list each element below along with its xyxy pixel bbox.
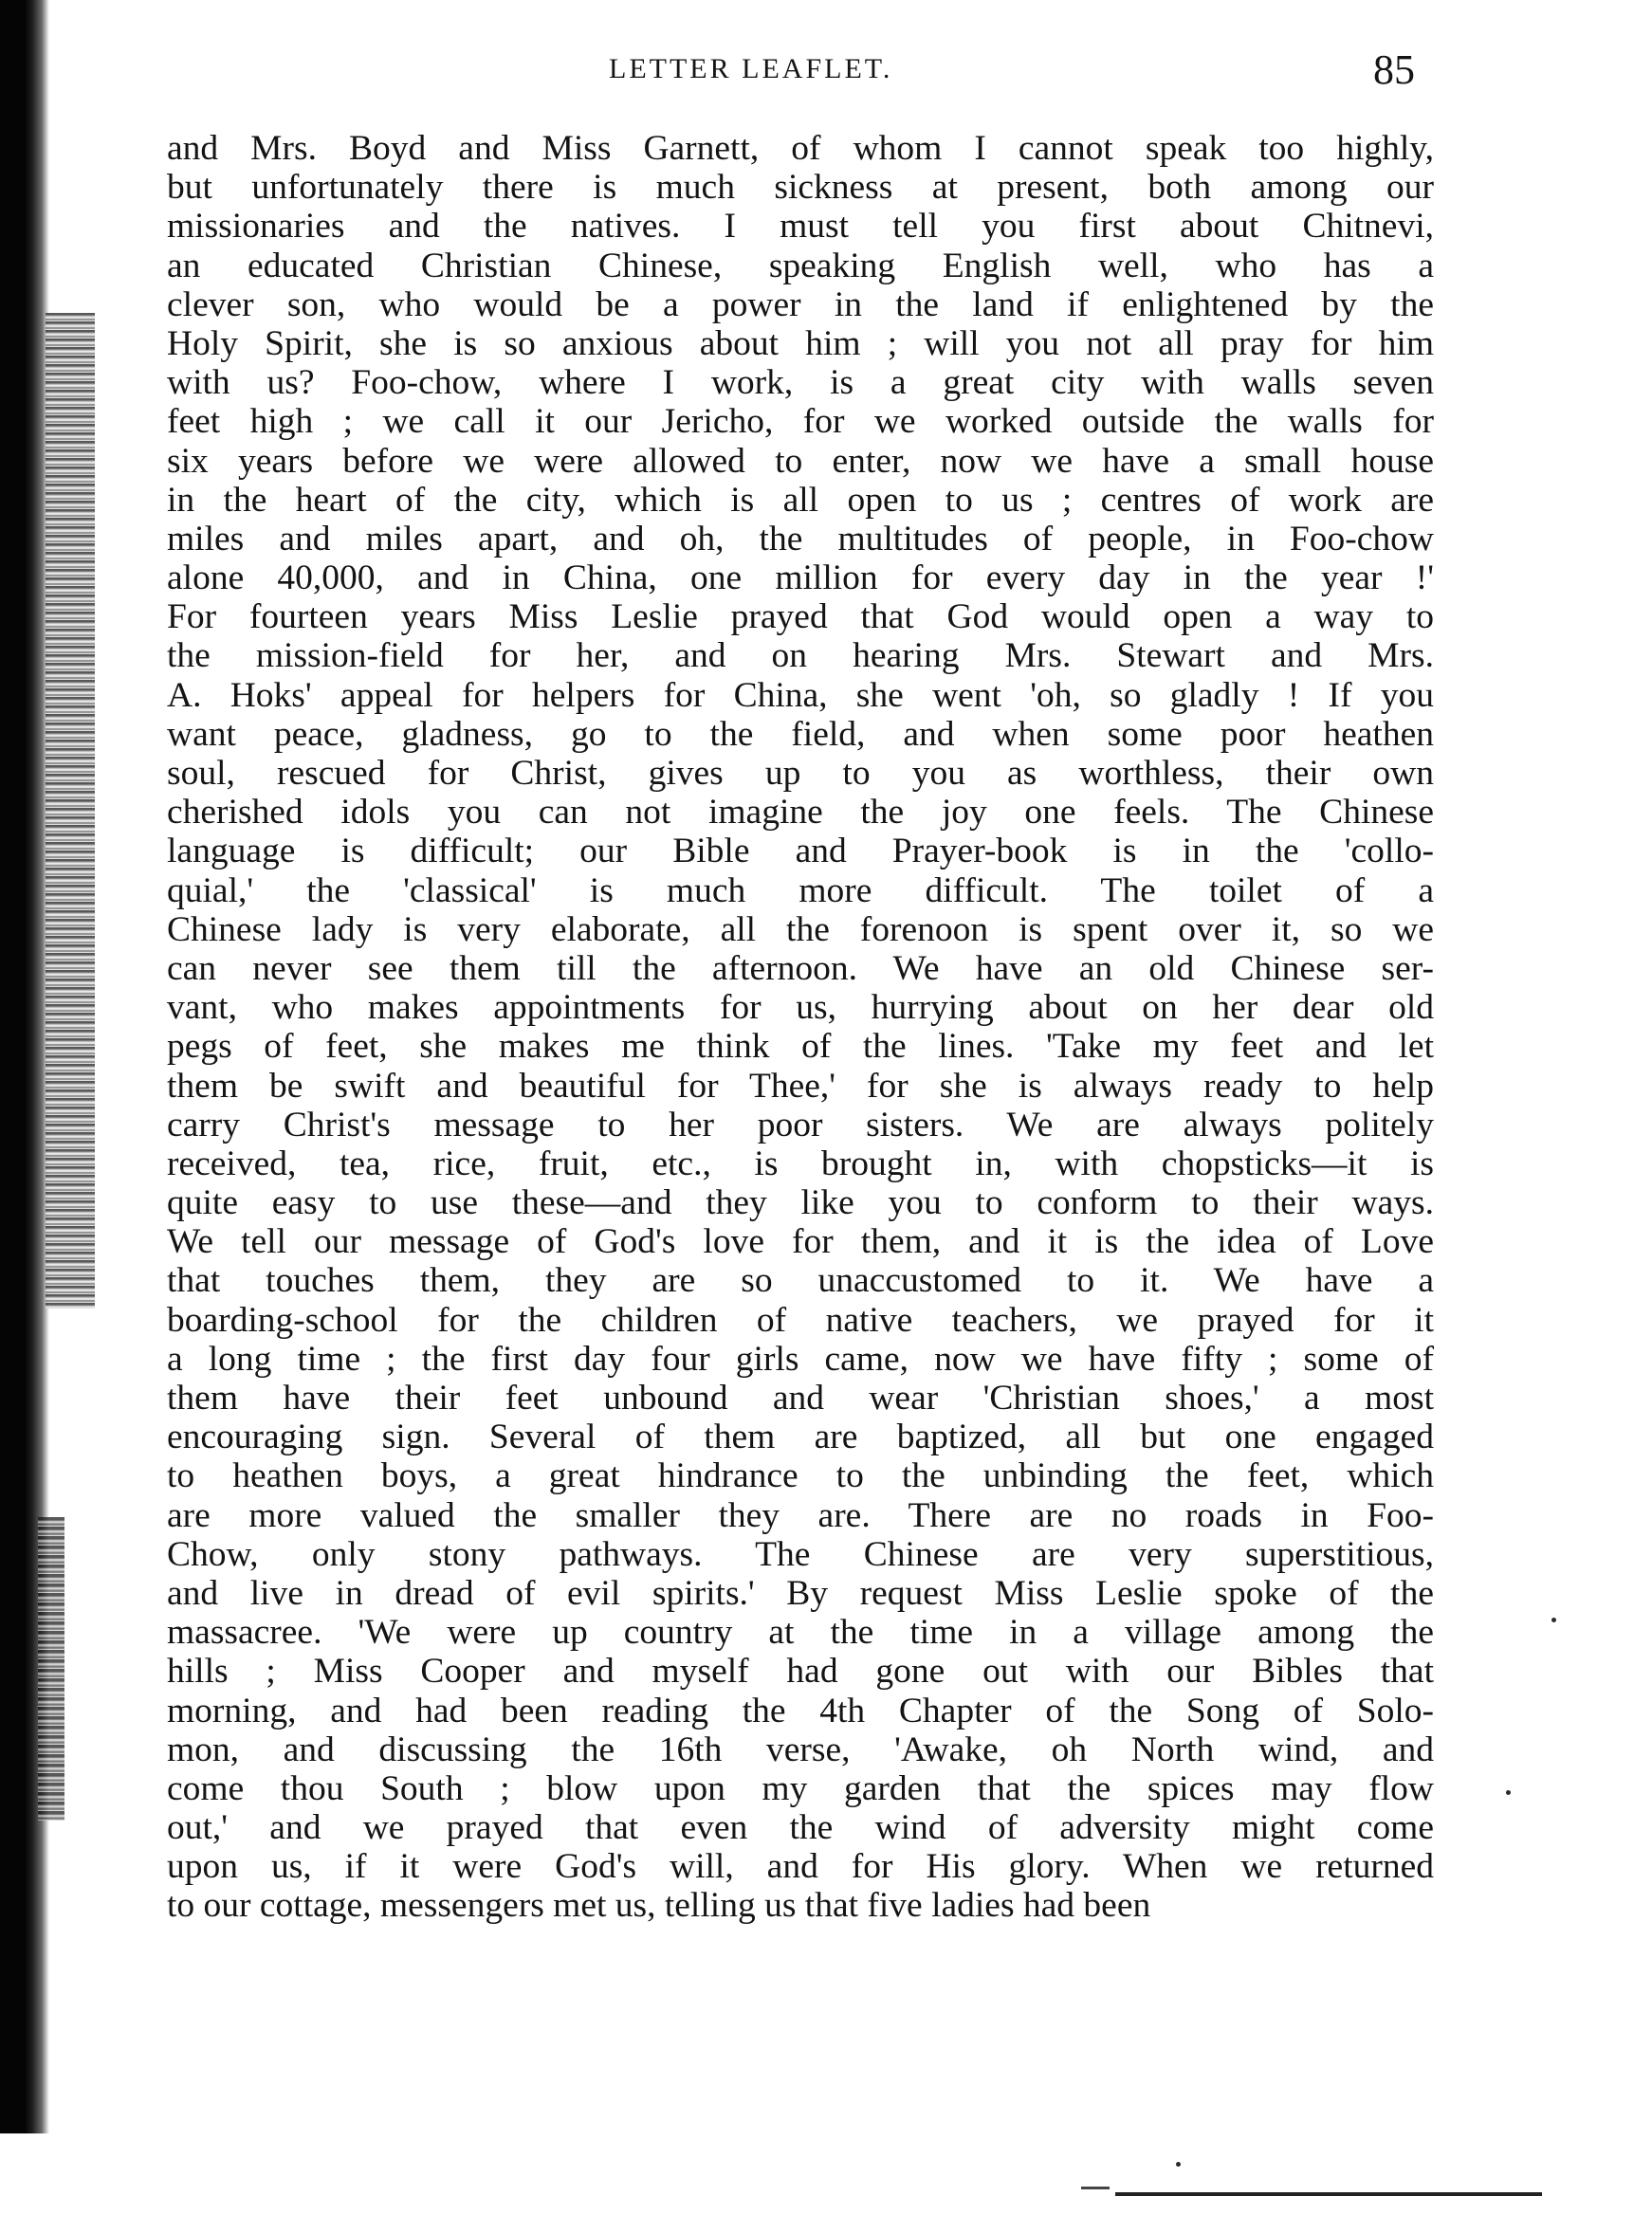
text-line: alone 40,000, and in China, one million for every day in the year !'	[167, 558, 1434, 598]
text-line: carry Christ's message to her poor sisters. We are always politely	[167, 1105, 1434, 1144]
text-line: missionaries and the natives. I must tell you first about Chitnevi,	[167, 207, 1434, 247]
text-line: We tell our message of God's love for them, and it is the idea of Love	[167, 1222, 1434, 1262]
text-line: out,' and we prayed that even the wind of adversity might come	[167, 1808, 1434, 1848]
text-line: boarding-school for the children of native teachers, we prayed for it	[167, 1300, 1434, 1340]
text-line: encouraging sign. Several of them are baptized, all but one engaged	[167, 1418, 1434, 1457]
text-line: Holy Spirit, she is so anxious about him ; will you not all pray for him	[167, 323, 1434, 363]
text-line: hills ; Miss Cooper and myself had gone out with our Bibles that	[167, 1652, 1434, 1692]
text-line: A. Hoks' appeal for helpers for China, she went 'oh, so gladly ! If you	[167, 675, 1434, 715]
text-line: miles and miles apart, and oh, the multitudes of people, in Foo-chow	[167, 519, 1434, 558]
text-line: clever son, who would be a power in the land if enlightened by the	[167, 284, 1434, 324]
text-line: quite easy to use these—and they like you to conform to their ways.	[167, 1183, 1434, 1223]
text-line: six years before we were allowed to enter, now we have a small house	[167, 441, 1434, 481]
text-line: want peace, gladness, go to the field, and when some poor heathen	[167, 714, 1434, 754]
text-line: mon, and discussing the 16th verse, 'Awake, oh North wind, and	[167, 1730, 1434, 1769]
text-line: that touches them, they are so unaccustomed to it. We have a	[167, 1261, 1434, 1301]
text-line: pegs of feet, she makes me think of the lines. 'Take my feet and let	[167, 1027, 1434, 1067]
text-line: massacree. 'We were up country at the time in a village among the	[167, 1613, 1434, 1653]
text-line: upon us, if it were God's will, and for His glory. When we returned	[167, 1847, 1434, 1887]
text-line: an educated Christian Chinese, speaking English well, who has a	[167, 246, 1434, 285]
text-line: with us? Foo-chow, where I work, is a great city with walls seven	[167, 363, 1434, 403]
text-line: come thou South ; blow upon my garden that the spices may flow	[167, 1768, 1434, 1808]
text-line: can never see them till the afternoon. We have an old Chinese ser-	[167, 948, 1434, 988]
footer-rule-fragment	[1081, 2187, 1110, 2189]
text-line: cherished idols you can not imagine the joy one feels. The Chinese	[167, 793, 1434, 833]
text-line: and Mrs. Boyd and Miss Garnett, of whom I cannot speak too highly,	[167, 129, 1434, 168]
text-line: the mission-field for her, and on hearing Mrs. Stewart and Mrs.	[167, 636, 1434, 676]
text-line: them be swift and beautiful for Thee,' for she is always ready to help	[167, 1066, 1434, 1106]
text-line: but unfortunately there is much sickness at present, both among our	[167, 168, 1434, 208]
binding-texture-lower	[38, 1517, 64, 1821]
text-line: Chinese lady is very elaborate, all the forenoon is spent over it, so we	[167, 909, 1434, 949]
page-number: 85	[1373, 46, 1415, 93]
scan-speck	[1551, 1618, 1556, 1622]
footer-rule	[1115, 2192, 1542, 2196]
text-line: them have their feet unbound and wear 'Christian shoes,' a most	[167, 1379, 1434, 1418]
text-line: quial,' the 'classical' is much more difficult. The toilet of a	[167, 870, 1434, 910]
text-line: to our cottage, messengers met us, telling us that five ladies had been	[167, 1886, 1151, 1926]
text-line: Chow, only stony pathways. The Chinese are very superstitious,	[167, 1534, 1434, 1574]
page-header	[0, 46, 1652, 102]
text-line: morning, and had been reading the 4th Chapter of the Song of Solo-	[167, 1691, 1434, 1730]
scan-speck	[1506, 1790, 1511, 1795]
text-line: received, tea, rice, fruit, etc., is brought in, with chopsticks—it is	[167, 1144, 1434, 1183]
text-line: feet high ; we call it our Jericho, for we worked outside the walls for	[167, 402, 1434, 442]
body-text	[167, 129, 1434, 1926]
text-line: soul, rescued for Christ, gives up to you as worthless, their own	[167, 754, 1434, 793]
binding-texture	[46, 313, 95, 1309]
running-title: LETTER LEAFLET.	[609, 53, 893, 84]
text-line: are more valued the smaller they are. There are no roads in Foo-	[167, 1495, 1434, 1535]
text-line: and live in dread of evil spirits.' By request Miss Leslie spoke of the	[167, 1573, 1434, 1613]
scan-speck	[1176, 2162, 1181, 2167]
text-line: a long time ; the first day four girls came, now we have fifty ; some of	[167, 1339, 1434, 1379]
text-line: in the heart of the city, which is all open to us ; centres of work are	[167, 480, 1434, 520]
text-line: For fourteen years Miss Leslie prayed that God would open a way to	[167, 597, 1434, 637]
text-line: to heathen boys, a great hindrance to the unbinding the feet, which	[167, 1456, 1434, 1496]
text-line: language is difficult; our Bible and Prayer-book is in the 'collo-	[167, 832, 1434, 871]
text-line: vant, who makes appointments for us, hurrying about on her dear old	[167, 988, 1434, 1028]
